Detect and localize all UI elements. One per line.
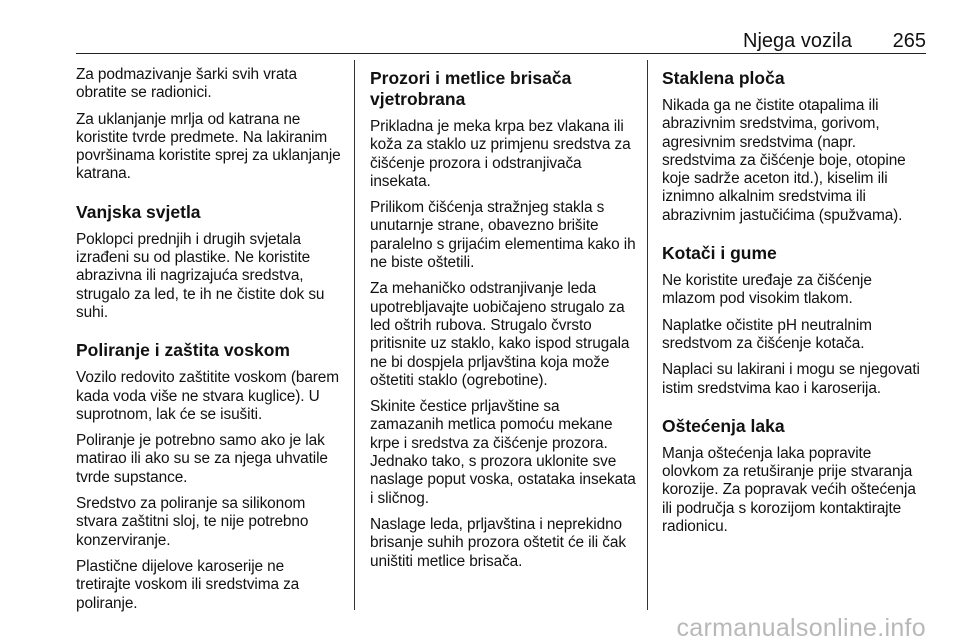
heading-wheels-tyres: Kotači i gume bbox=[662, 243, 777, 264]
column-divider-2 bbox=[647, 60, 648, 610]
paragraph-tar: Za uklanjanje mrlja od katrana ne koristite tvrde predmete. Na lakiranim površinama koristite sprej za uklanjanje katrana. bbox=[76, 110, 341, 183]
column-1 bbox=[76, 66, 342, 621]
header-divider bbox=[76, 53, 926, 54]
heading-glass-panel: Staklena ploča bbox=[662, 68, 785, 88]
paragraph-rims-painted: Naplaci su lakirani i mogu se njegovati istim sredstvima kao i karoserija. bbox=[662, 361, 920, 397]
paragraph-rear-window: Prilikom čišćenja stražnjeg stakla s unutarnje strane, obavezno brišite paralelno s grijaćim elementima kako ih ne biste oštetili. bbox=[370, 199, 636, 272]
paragraph-touch-up: Manja oštećenja laka popravite olovkom za retuširanje prije stvaranja korozije. Za popravak većih oštećenja ili područja s korozijom kontaktirajte radionicu. bbox=[662, 444, 916, 536]
paragraph-polish-needed: Poliranje je potrebno samo ako je lak matirao ili ako su se za njega uhvatile tvrde supstance. bbox=[76, 432, 328, 486]
page-number: 265 bbox=[892, 30, 926, 52]
heading-polishing: Poliranje i zaštita voskom bbox=[76, 340, 290, 361]
paragraph-rims-ph: Naplatke očistite pH neutralnim sredstvom za čišćenje kotača. bbox=[662, 316, 872, 352]
paragraph-lights: Poklopci prednjih i drugih svjetala izrađeni su od plastike. Ne koristite abrazivna ili nagrizajuća sredstva, strugalo za led, te ih ne čistite dok su suhi. bbox=[76, 230, 325, 321]
heading-paint-damage: Oštećenja laka bbox=[662, 415, 785, 436]
paragraph-wiper-damage: Naslage leda, prljavština i neprekidno brisanje suhih prozora oštetit će ili čak uništiti metlice brisača. bbox=[370, 515, 626, 570]
paragraph-hinges: Za podmazivanje šarki svih vrata obratite se radionici. bbox=[76, 66, 297, 102]
paragraph-ice-scraper: Za mehaničko odstranjivanje leda upotrebljavajte uobičajeno strugalo za led oštrih rubova. Strugalo čvrsto pritisnite uz staklo, kako ispod strugala ne bi dospjela prljavština koja može oštetiti staklo (ogrebotine). bbox=[370, 280, 630, 389]
chapter-title: Njega vozila bbox=[743, 30, 852, 52]
paragraph-wax: Vozilo redovito zaštitite voskom (barem kada voda više ne stvara kuglice). U suprotnom, lak će se isušiti. bbox=[76, 369, 339, 423]
page-header bbox=[0, 30, 960, 54]
paragraph-silicone: Sredstvo za poliranje sa silikonom stvara zaštitni sloj, te nije potrebno konzerviranje. bbox=[76, 495, 309, 549]
column-divider-1 bbox=[354, 60, 355, 610]
heading-exterior-lights: Vanjska svjetla bbox=[76, 201, 201, 222]
heading-windows-wipers: Prozori i metlice brisača vjetrobrana bbox=[370, 68, 572, 109]
paragraph-wiper-blades: Skinite čestice prljavštine sa zamazanih metlica pomoću mekane krpe i sredstva za čišćenje prozora. Jednako tako, s prozora uklonite sve naslage poput voska, ostataka insekata i sličnog. bbox=[370, 398, 636, 507]
watermark-text: carmanualsonline.info bbox=[676, 614, 926, 642]
paragraph-high-pressure: Ne koristite uređaje za čišćenje mlazom pod visokim tlakom. bbox=[662, 272, 872, 308]
paragraph-glass-cleaning: Nikada ga ne čistite otapalima ili abrazivnim sredstvima, gorivom, agresivnim sredstvima (napr. sredstvima za čišćenje boje, otopine koje sadrže aceton itd.), kiselim ili iznimno alkalnim sredstvima ili abrazivnim jastučićima (spužvama). bbox=[662, 97, 906, 224]
column-2 bbox=[370, 66, 636, 579]
column-3 bbox=[662, 66, 928, 544]
paragraph-plastic-parts: Plastične dijelove karoserije ne tretirajte voskom ili sredstvima za poliranje. bbox=[76, 557, 300, 612]
paragraph-cloth: Prikladna je meka krpa bez vlakana ili koža za staklo uz primjenu sredstva za čišćenje prozora i odstranjivača insekata. bbox=[370, 118, 631, 190]
